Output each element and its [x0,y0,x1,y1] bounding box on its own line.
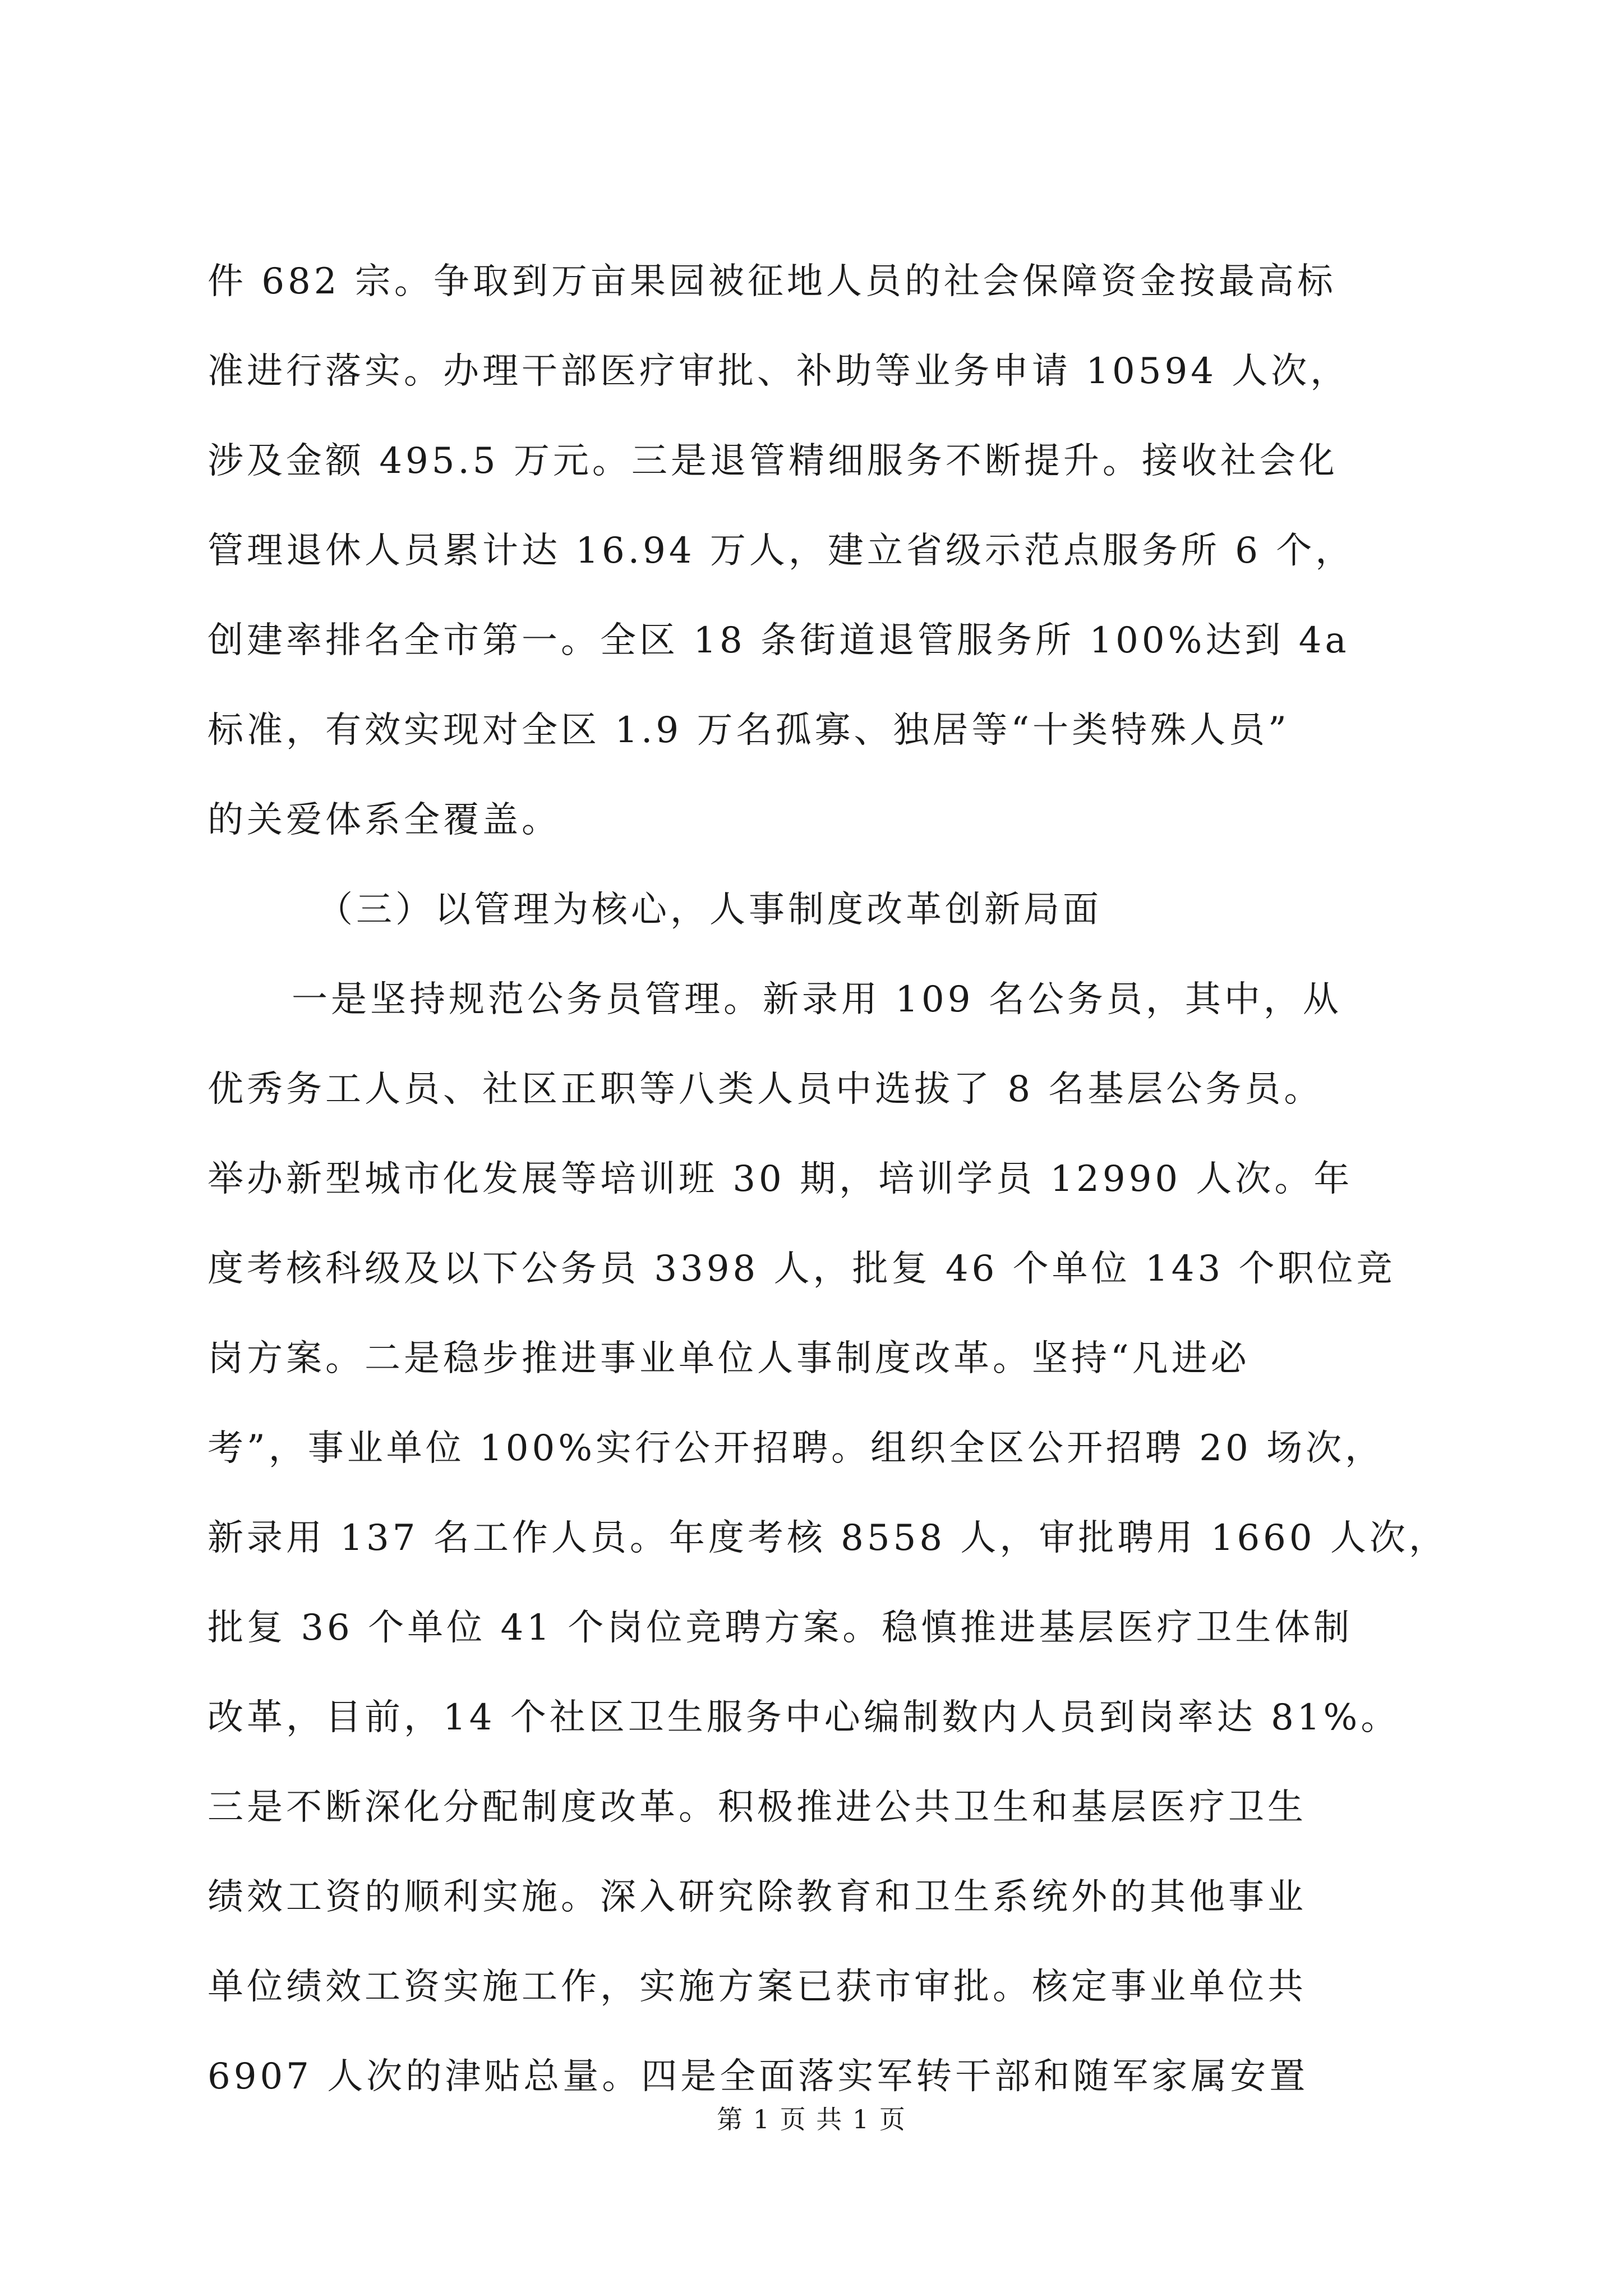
text-line: 创建率排名全市第一。全区 18 条街道退管服务所 100%达到 4a [208,620,1350,661]
text-line: 改革，目前，14 个社区卫生服务中心编制数内人员到岗率达 81%。 [208,1697,1400,1738]
text-line: 举办新型城市化发展等培训班 30 期，培训学员 12990 人次。年 [208,1158,1353,1200]
text-line: 准进行落实。办理干部医疗审批、补助等业务申请 10594 人次， [208,351,1350,392]
text-line: 三是不断深化分配制度改革。积极推进公共卫生和基层医疗卫生 [208,1787,1307,1828]
text-line: 岗方案。二是稳步推进事业单位人事制度改革。坚持“凡进必 [208,1338,1250,1379]
section-heading: （三）以管理为核心，人事制度改革创新局面 [317,889,1102,931]
text-line: 新录用 137 名工作人员。年度考核 8558 人，审批聘用 1660 人次， [208,1517,1448,1559]
text-line: 件 682 宗。争取到万亩果园被征地人员的社会保障资金按最高标 [208,261,1336,302]
text-line: 度考核科级及以下公务员 3398 人，批复 46 个单位 143 个职位竞 [208,1248,1396,1290]
page-footer [0,2106,1623,2132]
text-line: 绩效工资的顺利实施。深入研究除教育和卫生系统外的其他事业 [208,1876,1307,1918]
page-number: 第 1 页 共 1 页 [717,2104,906,2134]
text-line: 6907 人次的津贴总量。四是全面落实军转干部和随军家属安置 [208,2056,1309,2097]
text-line: 标准，有效实现对全区 1.9 万名孤寡、独居等“十类特殊人员” [208,710,1290,751]
text-line: 的关爱体系全覆盖。 [208,799,561,841]
text-line: 涉及金额 495.5 万元。三是退管精细服务不断提升。接收社会化 [208,440,1338,482]
body-text [208,261,1469,2148]
text-line: 考”，事业单位 100%实行公开招聘。组织全区公开招聘 20 场次， [208,1428,1385,1469]
paragraph-first-line: 一是坚持规范公务员管理。新录用 109 名公务员，其中，从 [292,979,1342,1020]
text-line: 批复 36 个单位 41 个岗位竞聘方案。稳慎推进基层医疗卫生体制 [208,1607,1353,1649]
text-line: 单位绩效工资实施工作，实施方案已获市审批。核定事业单位共 [208,1966,1307,2008]
text-line: 管理退休人员累计达 16.94 万人，建立省级示范点服务所 6 个， [208,530,1355,572]
text-line: 优秀务工人员、社区正职等八类人员中选拔了 8 名基层公务员。 [208,1069,1324,1110]
